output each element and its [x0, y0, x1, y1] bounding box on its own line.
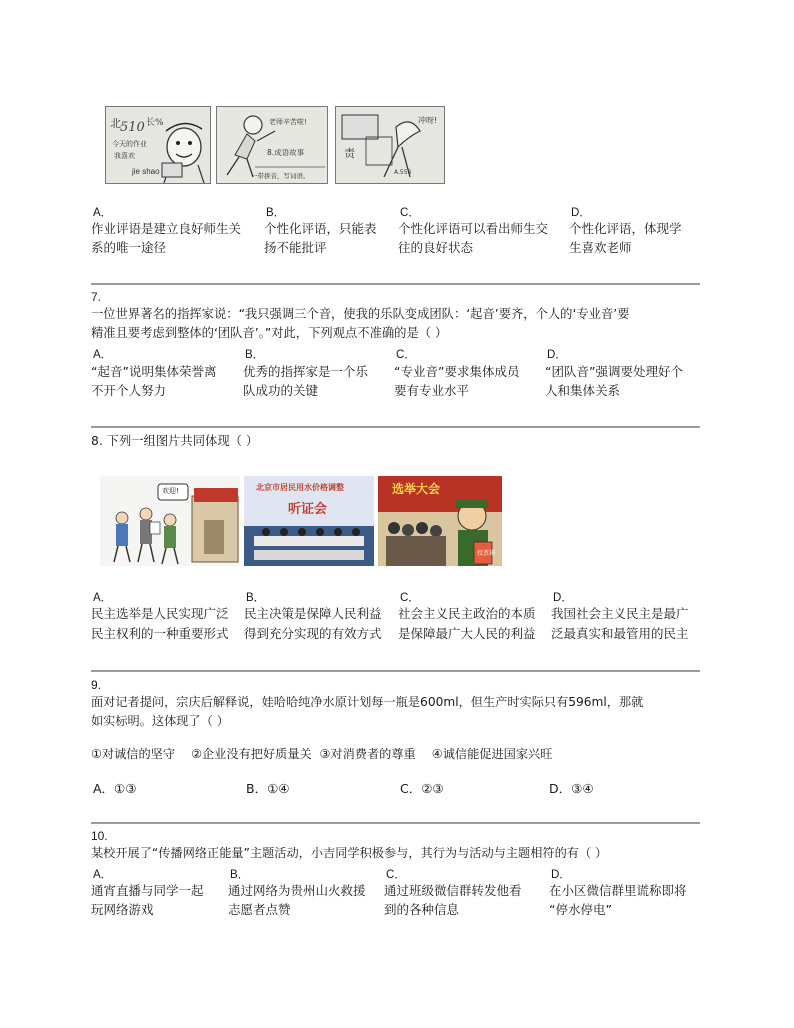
option-text-line-1: 通过网络为贵州山火救援 — [228, 883, 366, 898]
cartoon-3-text-1: 冲呀! — [418, 116, 438, 125]
option-letter: D． — [551, 869, 571, 881]
option-text-line-2: 队成功的关键 — [243, 383, 319, 398]
q9-option-a[interactable]: A．①③ — [93, 781, 137, 796]
option-letter: D． — [547, 349, 567, 361]
q7-stem-line-1: 一位世界著名的指挥家说：“我只强调三个音，使我的乐队变成团队：‘起音’要齐，个人的‘专业音’要 — [91, 307, 630, 321]
cartoon-image-3 — [335, 106, 445, 184]
option-text-line-2: 是保障最广大人民的利益 — [398, 626, 536, 641]
option-letter: B． — [246, 592, 266, 604]
q7-stem-line-2: 精准且要考虑到整体的‘团队音’。”对此，下列观点不准确的是（ ） — [91, 326, 448, 340]
option-text-line-2: 系的唯一途径 — [91, 240, 167, 255]
option-letter: A． — [93, 869, 113, 881]
cartoon-2-text-3: 一带拼音，写词语。 — [251, 172, 310, 180]
option-text-line-1: 个性化评语，只能表 — [264, 221, 377, 236]
option-letter: C． — [386, 869, 406, 881]
option-text-line-1: 在小区微信群里谎称即将 — [549, 883, 687, 898]
option-text-line-1: 作业评语是建立良好师生关 — [91, 221, 242, 236]
divider — [91, 426, 700, 428]
option-text-line-1: 个性化评语可以看出师生交 — [398, 221, 549, 236]
option-letter: B． — [266, 207, 286, 219]
q8-image-democratic-election-office — [100, 476, 240, 566]
option-text-line-1: 民主决策是保障人民利益 — [244, 606, 382, 621]
option-text-line-2: 到的各种信息 — [384, 902, 460, 917]
q8-image-2-banner-title: 北京市居民用水价格调整 — [256, 483, 344, 492]
q9-option-d[interactable]: D．③④ — [549, 781, 594, 796]
q8-image-public-hearing — [244, 476, 374, 566]
option-text-line-1: 社会主义民主政治的本质 — [398, 606, 536, 621]
option-text-line-2: 要有专业水平 — [394, 383, 470, 398]
divider — [91, 283, 700, 285]
svg-text:长%: 长% — [146, 118, 164, 128]
option-text-line-2: 泛最真实和最管用的民主 — [551, 626, 689, 641]
option-text-line-2: 扬不能批评 — [264, 240, 327, 255]
option-text-line-1: 民主选举是人民实现广泛 — [91, 606, 229, 621]
option-text-line-1: “团队音”强调要处理好个 — [545, 364, 683, 379]
q9-stem-line-1: 面对记者提问，宗庆后解释说，娃哈哈纯净水原计划每一瓶是600ml，但生产时实际只有596ml，那就 — [91, 695, 644, 709]
q8-image-1-speech-bubble: 欢迎! — [162, 487, 179, 495]
q9-choices: ①对诚信的坚守 ②企业没有把好质量关 ③对消费者的尊重 ④诚信能促进国家兴旺 — [91, 747, 553, 761]
cartoon-1-text-2: 我喜欢 — [114, 152, 135, 160]
option-text-line-1: “起音”说明集体荣誉离 — [91, 364, 217, 379]
option-text-line-2: 民主权利的一种重要形式 — [91, 626, 229, 641]
q7-number: 7. — [91, 290, 102, 304]
svg-text:510: 510 — [120, 120, 145, 135]
cartoon-2-text-2: 8.成语故事 — [267, 148, 305, 157]
q9-option-c[interactable]: C．②③ — [400, 781, 444, 796]
option-text-line-2: 志愿者点赞 — [228, 902, 291, 917]
option-letter: C． — [400, 207, 420, 219]
option-text-line-2: “停水停电” — [549, 902, 612, 917]
q8-image-2-banner-sub: 听证会 — [288, 502, 328, 517]
option-letter: C． — [400, 592, 420, 604]
q10-stem: 某校开展了“传播网络正能量”主题活动，小吉同学积极参与，其行为与活动与主题相符的有（ ） — [91, 846, 608, 860]
option-letter: A． — [93, 207, 113, 219]
svg-text:北: 北 — [110, 117, 121, 130]
svg-text:责: 责 — [344, 147, 355, 160]
option-text-line-2: 生喜欢老师 — [569, 240, 632, 255]
option-letter: B． — [230, 869, 250, 881]
cartoon-3-text-2: A.556 — [394, 169, 412, 176]
q10-number: 10. — [91, 829, 108, 843]
option-letter: A． — [93, 349, 113, 361]
option-text-line-1: 我国社会主义民主是最广 — [551, 606, 689, 621]
q8-image-3-ballot-box: 投票箱 — [477, 550, 496, 557]
q8-image-3-banner-title: 选举大会 — [392, 482, 441, 496]
option-text-line-2: 不开个人努力 — [91, 383, 167, 398]
option-letter: A． — [93, 592, 113, 604]
cartoon-2-text-1: 老师辛苦啦! — [269, 118, 307, 126]
divider — [91, 670, 700, 672]
cartoon-1-text-3: jie shao — [132, 167, 160, 176]
option-text-line-1: “专业音”要求集体成员 — [394, 364, 520, 379]
q9-number: 9. — [91, 678, 102, 692]
q9-stem-line-2: 如实标明。这体现了（ ） — [91, 714, 229, 728]
option-letter: B． — [245, 349, 265, 361]
option-text-line-2: 玩网络游戏 — [91, 902, 154, 917]
cartoon-1-text-1: 今天的作业 — [112, 140, 147, 148]
option-text-line-2: 人和集体关系 — [545, 383, 621, 398]
q8-image-election-meeting — [378, 476, 502, 566]
cartoon-image-1 — [105, 106, 211, 184]
option-text-line-1: 个性化评语，体现学 — [569, 221, 682, 236]
cartoon-image-2 — [216, 106, 328, 184]
option-text-line-1: 通宵直播与同学一起 — [91, 883, 204, 898]
option-text-line-2: 往的良好状态 — [398, 240, 474, 255]
q8-stem: 8. 下列一组图片共同体现（ ） — [91, 434, 259, 448]
q9-option-b[interactable]: B．①④ — [246, 781, 290, 796]
option-letter: D． — [553, 592, 573, 604]
divider — [91, 822, 700, 824]
option-letter: C． — [396, 349, 416, 361]
option-text-line-2: 得到充分实现的有效方式 — [244, 626, 382, 641]
option-text-line-1: 优秀的指挥家是一个乐 — [243, 364, 369, 379]
option-letter: D． — [571, 207, 591, 219]
option-text-line-1: 通过班级微信群转发他看 — [384, 883, 522, 898]
